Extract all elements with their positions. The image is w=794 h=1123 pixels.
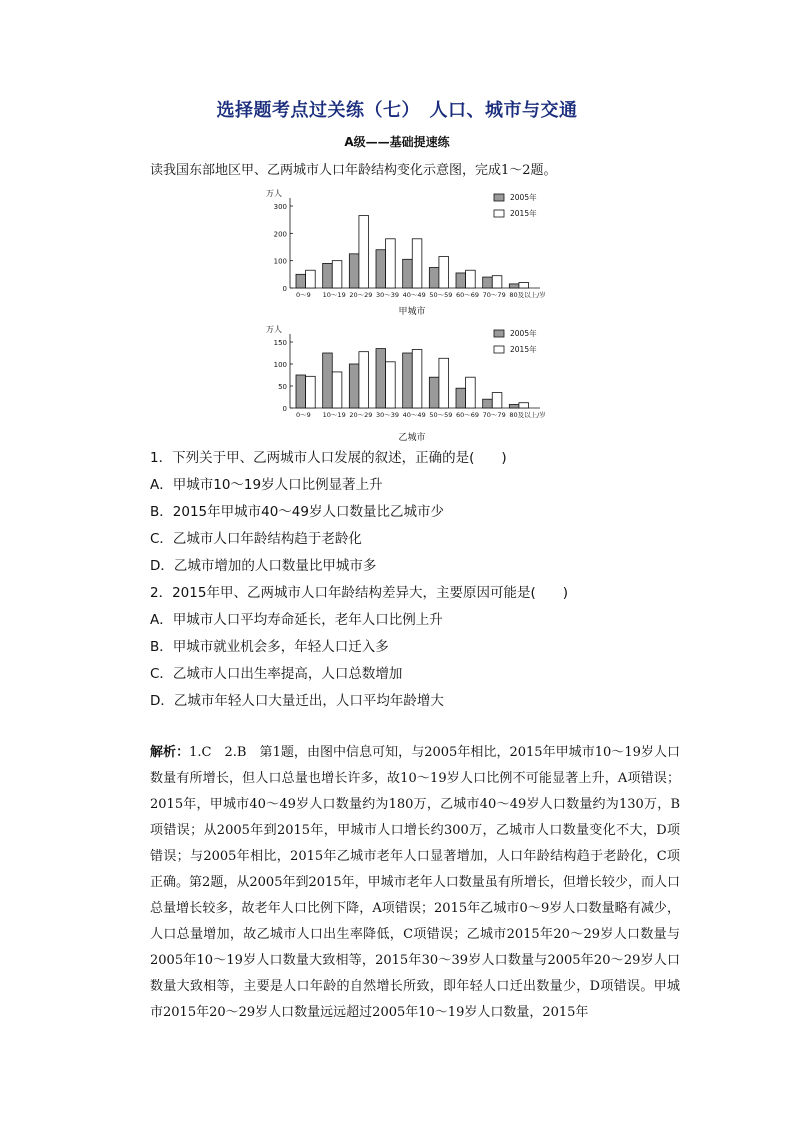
- chart-yi-city: [262, 322, 562, 446]
- bar: [296, 375, 306, 408]
- y-tick-label: 0: [282, 285, 287, 293]
- x-tick-label: 20～29: [349, 411, 373, 419]
- x-tick-label: 60～69: [456, 411, 480, 419]
- x-tick-label: 40～49: [402, 411, 426, 419]
- bar: [439, 257, 449, 288]
- legend-label: 2015年: [510, 209, 537, 218]
- bar: [306, 270, 316, 288]
- question-2-option-d[interactable]: D．乙城市年轻人口大量迁出，人口平均年龄增大: [150, 693, 444, 709]
- legend-label: 2015年: [510, 345, 537, 354]
- bar: [376, 349, 386, 408]
- bar: [456, 388, 466, 408]
- question-1-option-b[interactable]: B．2015年甲城市40～49岁人口数量比乙城市少: [150, 504, 444, 520]
- bar: [466, 270, 476, 288]
- chart-title: 乙城市: [398, 433, 426, 443]
- bar: [332, 261, 342, 288]
- bar: [456, 273, 466, 288]
- y-tick-label: 150: [273, 339, 287, 347]
- question-2-option-a[interactable]: A．甲城市人口平均寿命延长，老年人口比例上升: [150, 612, 443, 628]
- bar: [349, 254, 359, 288]
- x-tick-label: 70～79: [482, 291, 506, 299]
- question-2-option-b[interactable]: B．甲城市就业机会多，年轻人口迁入多: [150, 639, 389, 655]
- bar: [323, 353, 333, 408]
- question-2-stem: 2．2015年甲、乙两城市人口年龄结构差异大，主要原因可能是( ): [150, 585, 568, 601]
- x-tick-label: 30～39: [376, 411, 400, 419]
- bar: [509, 284, 519, 288]
- x-tick-label: 10～19: [322, 411, 346, 419]
- bar: [306, 376, 316, 408]
- answer-analysis: [150, 740, 680, 1026]
- question-1-option-a[interactable]: A．甲城市10～19岁人口比例显著上升: [150, 477, 383, 493]
- x-tick-label: 30～39: [376, 291, 400, 299]
- bar: [359, 352, 369, 408]
- question-2-option-c[interactable]: C．乙城市人口出生率提高，人口总数增加: [150, 666, 403, 682]
- legend-swatch: [494, 210, 504, 217]
- y-tick-label: 50: [278, 383, 287, 391]
- legend-label: 2005年: [510, 329, 537, 338]
- x-tick-label: 60～69: [456, 291, 480, 299]
- bar: [466, 377, 476, 408]
- bar: [439, 358, 449, 408]
- y-axis-label: 万人: [266, 325, 282, 334]
- legend-swatch: [494, 330, 504, 337]
- x-tick-label: 0～9: [296, 411, 311, 419]
- bar: [519, 403, 529, 408]
- bar: [386, 239, 396, 288]
- bar: [429, 268, 439, 289]
- legend-swatch: [494, 346, 504, 353]
- y-tick-label: 300: [273, 203, 287, 211]
- bar: [519, 283, 529, 288]
- legend-swatch: [494, 194, 504, 201]
- legend-label: 2005年: [510, 193, 537, 202]
- x-tick-label: 20～29: [349, 291, 373, 299]
- bar: [403, 259, 413, 288]
- x-tick-label: 50～59: [429, 411, 453, 419]
- bar: [296, 274, 306, 288]
- y-tick-label: 0: [282, 405, 287, 413]
- page-title: 选择题考点过关练（七） 人口、城市与交通: [216, 100, 578, 121]
- x-tick-label: 80及以上/岁: [509, 291, 546, 299]
- question-intro: 读我国东部地区甲、乙两城市人口年龄结构变化示意图，完成1～2题。: [150, 163, 557, 178]
- y-axis-label: 万人: [266, 189, 282, 198]
- x-tick-label: 50～59: [429, 291, 453, 299]
- x-tick-label: 0～9: [296, 291, 311, 299]
- bar: [412, 349, 422, 408]
- analysis-text: 1.C 2.B 第1题，由图中信息可知，与2005年相比，2015年甲城市10～19岁人口数量有所增长，但人口总量也增长许多，故10～19岁人口比例不可能显著上升，A项错误；2015年，甲城市40～49岁人口数量约为180万，乙城市40～49岁人口数量约为130万，B项错误；从2005年到2015年，甲城市人口增长约300万，乙城市人口数量变化不大，D项错误；与2005年相比，2015年乙城市老年人口显著增加，人口年龄结构趋于老龄化，C项正确。第2题，从2005年到2015年，甲城市老年人口数量虽有所增长，但增长较少，而人口总量增长较多，故老年人口比例下降，A项错误；2015年乙城市0～9岁人口数量略有减少，人口总量增加，故乙城市人口出生率降低，C项错误；乙城市2015年20～29岁人口数量与2005年10～19岁人口数量大致相等，2015年30～39岁人口数量与2005年20～29岁人口数量大致相等，主要是人口年龄的自然增长所致，即年轻人口迁出数量少，D项错误。甲城市2015年20～29岁人口数量远远超过2005年10～19岁人口数量，2015年: [150, 745, 680, 1020]
- bar: [403, 353, 413, 408]
- chart-jia-city: [262, 186, 562, 318]
- bar: [349, 364, 359, 408]
- bar: [332, 372, 342, 408]
- bar: [386, 362, 396, 408]
- question-1-option-c[interactable]: C．乙城市人口年龄结构趋于老龄化: [150, 531, 362, 547]
- x-tick-label: 70～79: [482, 411, 506, 419]
- bar: [412, 239, 422, 288]
- x-tick-label: 40～49: [402, 291, 426, 299]
- chart-title: 甲城市: [398, 307, 426, 317]
- y-tick-label: 100: [273, 257, 287, 266]
- bar: [483, 277, 493, 288]
- level-heading: A级——基础提速练: [344, 135, 450, 149]
- bar: [492, 276, 502, 288]
- y-tick-label: 100: [273, 361, 287, 369]
- x-tick-label: 80及以上/岁: [509, 411, 546, 419]
- bar: [509, 404, 519, 408]
- question-1-stem: 1．下列关于甲、乙两城市人口发展的叙述，正确的是( ): [150, 450, 507, 466]
- bar: [376, 250, 386, 288]
- bar: [323, 263, 333, 288]
- bar: [492, 393, 502, 408]
- y-tick-label: 200: [273, 230, 287, 239]
- analysis-label: 解析：: [150, 745, 190, 760]
- bar: [359, 216, 369, 288]
- bar: [483, 399, 493, 408]
- bar: [429, 377, 439, 408]
- x-tick-label: 10～19: [322, 291, 346, 299]
- question-1-option-d[interactable]: D．乙城市增加的人口数量比甲城市多: [150, 558, 377, 574]
